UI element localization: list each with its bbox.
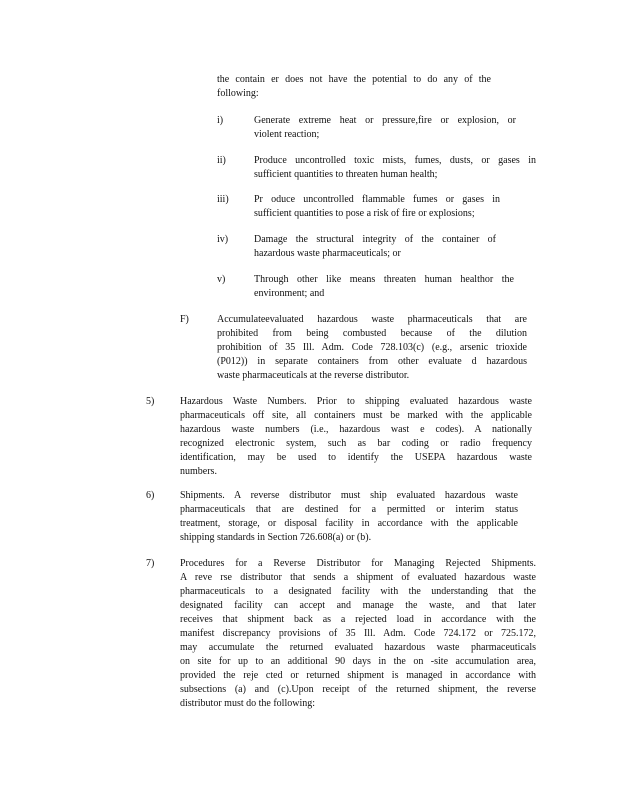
section-5-text	[180, 395, 532, 479]
item-line: sufficient quantities to threaten human health;	[254, 169, 438, 180]
section-line: may accumulate the returned evaluated hazardous waste pharmaceuticals	[180, 642, 536, 653]
section-line: distributor must do the following:	[180, 698, 315, 709]
intro-line: the contain er does not have the potential to do any of the	[217, 74, 491, 85]
item-line: Accumulateevaluated hazardous waste pharmaceuticals that are	[217, 314, 527, 325]
section-line: Procedures for a Reverse Distributor for Managing Rejected Shipments.	[180, 558, 536, 569]
section-marker-6: 6)	[146, 490, 155, 501]
section-line: subsections (a) and (c).Upon receipt of the returned shipment, the reverse	[180, 684, 536, 695]
intro-paragraph	[217, 73, 491, 101]
section-line: treatment, storage, or disposal facility in accordance with the applicable	[180, 518, 518, 529]
section-line: Hazardous Waste Numbers. Prior to shipping evaluated hazardous waste	[180, 396, 532, 407]
item-line: (P012)) in separate containers from other evaluate d hazardous	[217, 356, 527, 367]
item-marker-ii: ii)	[217, 155, 226, 166]
section-line: designated facility can accept and manage the waste, and that later	[180, 600, 536, 611]
section-line: Shipments. A reverse distributor must ship evaluated hazardous waste	[180, 490, 518, 501]
section-line: pharmaceuticals that are destined for a permitted or interim status	[180, 504, 518, 515]
section-marker-7: 7)	[146, 558, 155, 569]
item-line: Produce uncontrolled toxic mists, fumes, dusts, or gases in	[254, 155, 536, 166]
item-marker-i: i)	[217, 115, 224, 126]
section-line: numbers.	[180, 466, 217, 477]
item-line: Pr oduce uncontrolled flammable fumes or gases in	[254, 194, 500, 205]
item-F-text	[217, 313, 527, 383]
item-marker-F: F)	[180, 314, 189, 325]
item-line: prohibited from being combusted because of the dilution	[217, 328, 527, 339]
item-i-text	[254, 114, 516, 142]
item-line: Generate extreme heat or pressure,fire or explosion, or	[254, 115, 516, 126]
item-line: Damage the structural integrity of the container of	[254, 234, 496, 245]
item-iii-text	[254, 193, 500, 221]
section-line: manifest discrepancy provisions of 35 Ill. Adm. Code 724.172 or 725.172,	[180, 628, 536, 639]
section-line: on site for up to an additional 90 days in the on -site accumulation area,	[180, 656, 536, 667]
item-v-text	[254, 273, 514, 301]
section-line: provided the reje cted or returned shipment is managed in accordance with	[180, 670, 536, 681]
section-line: pharmaceuticals off site, all containers must be marked with the applicable	[180, 410, 532, 421]
section-line: recognized electronic system, such as bar coding or radio frequency	[180, 438, 532, 449]
section-line: receives that shipment back as a rejected load in accordance with the	[180, 614, 536, 625]
item-line: violent reaction;	[254, 129, 320, 140]
item-line: prohibition of 35 Ill. Adm. Code 728.103(c) (e.g., arsenic trioxide	[217, 342, 527, 353]
item-line: waste pharmaceuticals at the reverse distributor.	[217, 370, 410, 381]
item-line: Through other like means threaten human healthor the	[254, 274, 514, 285]
section-line: pharmaceuticals to a designated facility with the understanding that the	[180, 586, 536, 597]
item-ii-text	[254, 154, 536, 182]
section-line: shipping standards in Section 726.608(a) or (b).	[180, 532, 372, 543]
section-7-text	[180, 557, 536, 711]
section-marker-5: 5)	[146, 396, 155, 407]
section-line: A reve rse distributor that sends a shipment of evaluated hazardous waste	[180, 572, 536, 583]
item-iv-text	[254, 233, 496, 261]
section-6-text	[180, 489, 518, 545]
section-line: hazardous waste numbers (i.e., hazardous wast e codes). A nationally	[180, 424, 532, 435]
item-line: hazardous waste pharmaceuticals; or	[254, 248, 401, 259]
section-line: identification, may be used to identify the USEPA hazardous waste	[180, 452, 532, 463]
item-line: environment; and	[254, 288, 325, 299]
item-marker-v: v)	[217, 274, 226, 285]
intro-line: following:	[217, 88, 259, 99]
item-marker-iii: iii)	[217, 194, 229, 205]
item-marker-iv: iv)	[217, 234, 229, 245]
item-line: sufficient quantities to pose a risk of fire or explosions;	[254, 208, 475, 219]
